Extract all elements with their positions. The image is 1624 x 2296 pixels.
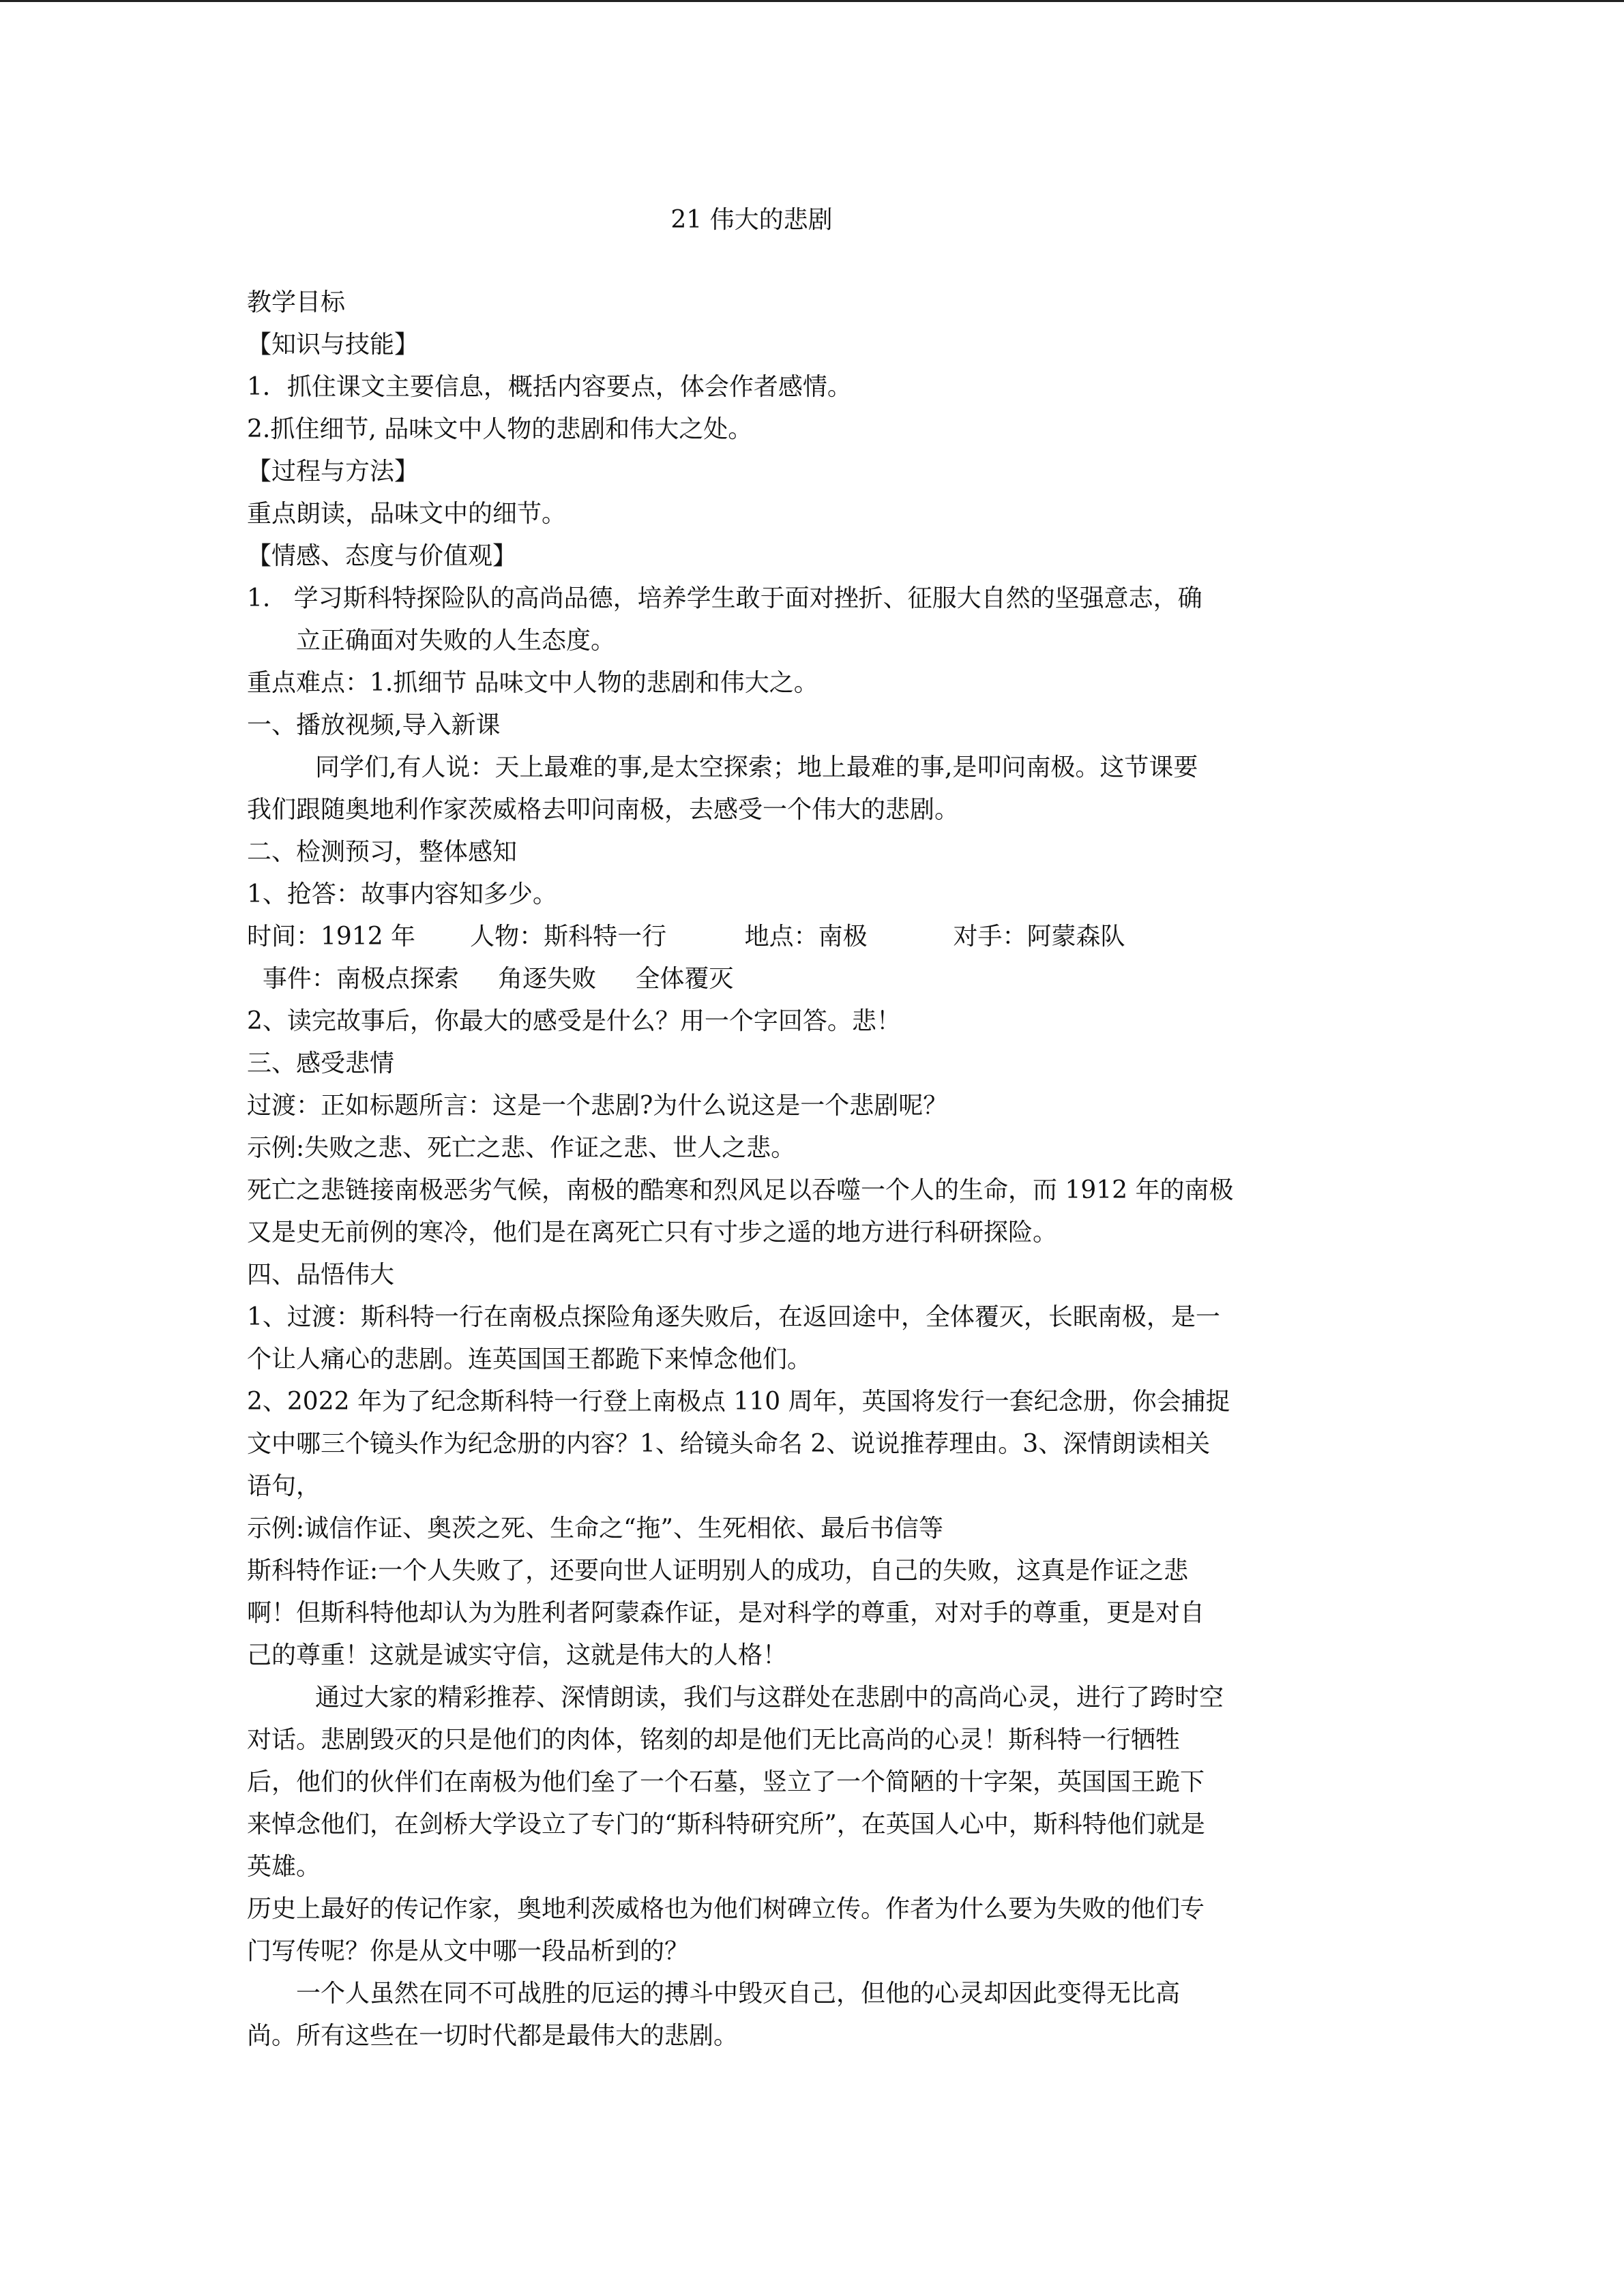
paragraph-line: 门写传呢？你是从文中哪一段品析到的？ bbox=[247, 1937, 690, 1965]
subheading-knowledge-skills: 【知识与技能】 bbox=[247, 331, 419, 359]
text-line: 立正确面对失败的人生态度。 bbox=[296, 627, 616, 655]
subheading-process-method: 【过程与方法】 bbox=[247, 458, 419, 486]
story-facts-line: 事件：南极点探索 角逐失败 全体覆灭 bbox=[247, 965, 734, 993]
text-line: 过渡：正如标题所言：这是一个悲剧?为什么说这是一个悲剧呢？ bbox=[247, 1092, 948, 1120]
paragraph-line: 己的尊重！这就是诚实守信，这就是伟大的人格！ bbox=[247, 1641, 788, 1669]
text-line: 示例:失败之悲、死亡之悲、作证之悲、世人之悲。 bbox=[247, 1134, 796, 1162]
text-line: 2.抓住细节, 品味文中人物的悲剧和伟大之处。 bbox=[247, 415, 753, 443]
section-heading-4: 四、品悟伟大 bbox=[247, 1261, 395, 1289]
section-heading-2: 二、检测预习，整体感知 bbox=[247, 838, 518, 866]
paragraph-line: 2、2022 年为了纪念斯科特一行登上南极点 110 周年，英国将发行一套纪念册，你会捕捉 bbox=[247, 1388, 1230, 1416]
paragraph-line: 个让人痛心的悲剧。连英国国王都跪下来悼念他们。 bbox=[247, 1345, 812, 1373]
paragraph-line: 啊！但斯科特他却认为为胜利者阿蒙森作证，是对科学的尊重，对对手的尊重，更是对自 bbox=[247, 1599, 1205, 1627]
page-top-border bbox=[0, 0, 1624, 2]
paragraph-line: 死亡之悲链接南极恶劣气候，南极的酷寒和烈风足以吞噬一个人的生命，而 1912 年的南极 bbox=[247, 1176, 1234, 1204]
subheading-emotion-attitude-values: 【情感、态度与价值观】 bbox=[247, 542, 518, 570]
paragraph-line: 英雄。 bbox=[247, 1853, 321, 1881]
text-line: 示例:诚信作证、奥茨之死、生命之“拖”、生死相依、最后书信等 bbox=[247, 1515, 943, 1542]
key-difficulty-line: 重点难点：1.抓细节 品味文中人物的悲剧和伟大之。 bbox=[247, 669, 818, 697]
paragraph-line: 历史上最好的传记作家，奥地利茨威格也为他们树碑立传。作者为什么要为失败的他们专 bbox=[247, 1895, 1205, 1923]
quote-line: 尚。所有这些在一切时代都是最伟大的悲剧。 bbox=[247, 2022, 739, 2050]
paragraph-line: 文中哪三个镜头作为纪念册的内容？1、给镜头命名 2、说说推荐理由。3、深情朗读相关 bbox=[247, 1430, 1211, 1458]
paragraph-line: 对话。悲剧毁灭的只是他们的肉体，铭刻的却是他们无比高尚的心灵！斯科特一行牺牲 bbox=[247, 1726, 1181, 1754]
paragraph-line: 我们跟随奥地利作家茨威格去叩问南极，去感受一个伟大的悲剧。 bbox=[247, 796, 960, 824]
paragraph-line: 来悼念他们，在剑桥大学设立了专门的“斯科特研究所”，在英国人心中，斯科特他们就是 bbox=[247, 1810, 1205, 1838]
paragraph-line: 又是史无前例的寒冷，他们是在离死亡只有寸步之遥的地方进行科研探险。 bbox=[247, 1219, 1058, 1247]
paragraph-line: 1、过渡：斯科特一行在南极点探险角逐失败后，在返回途中，全体覆灭，长眠南极，是一 bbox=[247, 1303, 1220, 1331]
paragraph-line: 同学们,有人说：天上最难的事,是太空探索；地上最难的事,是叩问南极。这节课要 bbox=[315, 754, 1198, 781]
section-heading-1: 一、播放视频,导入新课 bbox=[247, 711, 501, 739]
text-line: 1．抓住课文主要信息，概括内容要点，体会作者感情。 bbox=[247, 373, 852, 401]
section-heading-3: 三、感受悲情 bbox=[247, 1049, 395, 1077]
document-title: 21 伟大的悲剧 bbox=[670, 206, 833, 234]
text-line: 重点朗读，品味文中的细节。 bbox=[247, 500, 567, 528]
quote-line: 一个人虽然在同不可战胜的厄运的搏斗中毁灭自己，但他的心灵却因此变得无比高 bbox=[296, 1980, 1181, 2008]
paragraph-line: 通过大家的精彩推荐、深情朗读，我们与这群处在悲剧中的高尚心灵，进行了跨时空 bbox=[315, 1684, 1224, 1712]
paragraph-line: 后，他们的伙伴们在南极为他们垒了一个石墓，竖立了一个简陋的十字架，英国国王跪下 bbox=[247, 1768, 1205, 1796]
section-heading-teaching-goals: 教学目标 bbox=[247, 288, 346, 316]
paragraph-line: 语句， bbox=[247, 1472, 321, 1500]
paragraph-line: 斯科特作证:一个人失败了，还要向世人证明别人的成功，自己的失败，这真是作证之悲 bbox=[247, 1557, 1189, 1585]
text-line: 1. 学习斯科特探险队的高尚品德，培养学生敢于面对挫折、征服大自然的坚强意志，确 bbox=[247, 584, 1202, 612]
text-line: 1、抢答：故事内容知多少。 bbox=[247, 880, 557, 908]
story-facts-line: 时间：1912 年 人物：斯科特一行 地点：南极 对手：阿蒙森队 bbox=[247, 923, 1125, 951]
document-body bbox=[247, 282, 1386, 2057]
text-line: 2、读完故事后，你最大的感受是什么？用一个字回答。悲！ bbox=[247, 1007, 901, 1035]
